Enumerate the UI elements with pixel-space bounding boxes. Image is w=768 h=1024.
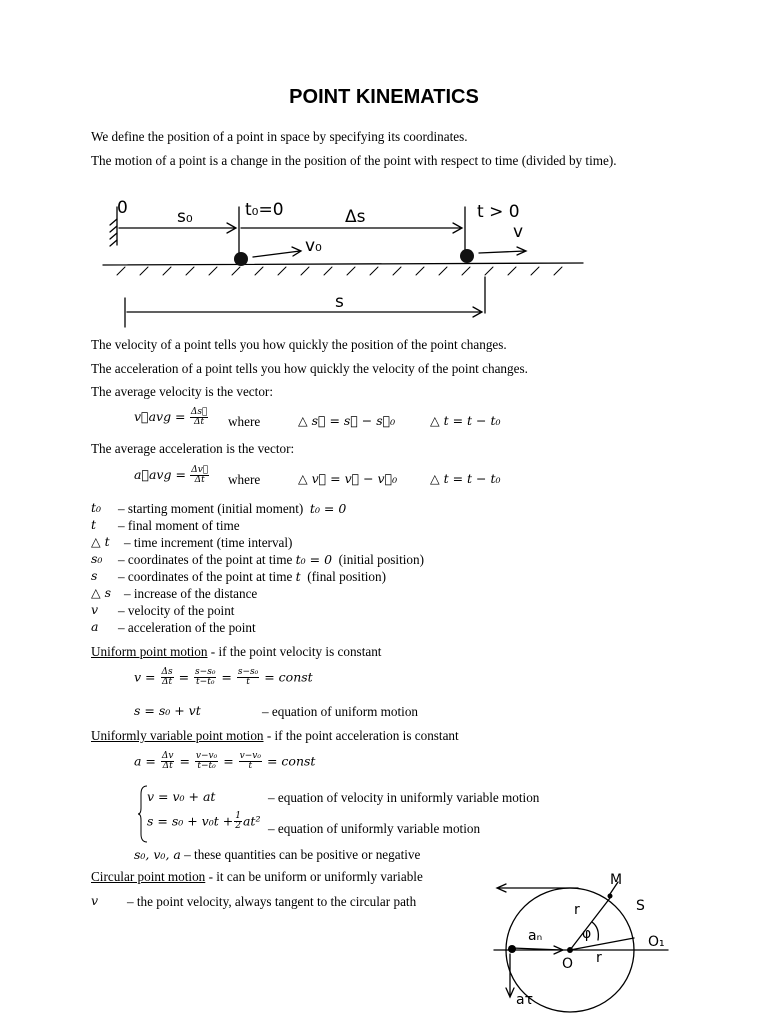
- uniform-motion-heading: Uniform point motion: [91, 644, 208, 659]
- circular-motion-sketch: [488, 864, 678, 1014]
- def-sym: △ t: [91, 534, 110, 549]
- sketch-t0-label: t₀=0: [245, 200, 284, 220]
- sketch-v0-label: v₀: [305, 236, 322, 256]
- uvar-motion-heading: Uniformly variable point motion: [91, 728, 264, 743]
- def-sym: t₀: [91, 500, 102, 515]
- def-sym: △ s: [91, 585, 112, 600]
- sketch-origin-label: 0: [117, 198, 128, 218]
- paragraph-avg-acceleration: The average acceleration is the vector:: [91, 441, 295, 456]
- circle-o-label: O: [562, 956, 574, 972]
- def-text: – acceleration of the point: [118, 620, 256, 635]
- circle-r2-label: r: [596, 950, 602, 966]
- formula-uvar-a: a = $\frac{\Delta v}{\Delta t}$ = $\frac{\text{v−v₀}}{\text{t−t₀}}$ = $\frac{\text{v−v₀}}{t}$ = const: [134, 751, 316, 772]
- uniform-motion-heading-line: Uniform point motion - if the point velocity is constant: [91, 644, 382, 659]
- circular-v-description: – the point velocity, always tangent to the circular path: [127, 894, 417, 909]
- formula-dv-def: △ v⃗ = v⃗ − v⃗₀: [298, 471, 398, 486]
- def-text: – time increment (time interval): [124, 535, 293, 550]
- uvar-motion-heading-line: Uniformly variable point motion - if the point acceleration is constant: [91, 728, 459, 743]
- circle-s-label: S: [636, 898, 645, 914]
- page-title: POINT KINEMATICS: [289, 86, 479, 108]
- circle-an-label: aₙ: [528, 928, 543, 944]
- formula-uniform-v: v = $\frac{\Delta s}{\Delta t}$ = $\frac{\text{s−s₀}}{\text{t−t₀}}$ = $\frac{\text{s−s₀}}{t}$ = const: [134, 667, 313, 688]
- uvar-eq1-description: – equation of velocity in uniformly variable motion: [268, 790, 540, 805]
- def-text: – final moment of time: [118, 518, 240, 533]
- circle-m-label: M: [610, 872, 623, 888]
- paragraph-acceleration: The acceleration of a point tells you how quickly the velocity of the point changes.: [91, 361, 528, 376]
- def-sym: s₀: [91, 551, 103, 566]
- def-text: – velocity of the point: [118, 603, 235, 618]
- sketch-s0-label: s₀: [177, 207, 193, 227]
- sketch-ds-label: Δs: [345, 207, 366, 227]
- circular-v-symbol: v: [91, 893, 99, 908]
- formula-aavg: a⃗avg = $\frac{\Delta v⃗}{\Delta t}$: [134, 465, 209, 486]
- sketch-tgt-label: t > 0: [477, 202, 520, 222]
- where-label-2: where: [228, 472, 261, 487]
- def-sym: s: [91, 568, 98, 583]
- def-text: – starting moment (initial moment) t₀ = 0: [118, 501, 347, 516]
- circle-at-label: aτ: [516, 992, 534, 1008]
- where-label-1: where: [228, 414, 261, 429]
- paragraph-avg-velocity: The average velocity is the vector:: [91, 384, 273, 399]
- circle-r1-label: r: [574, 902, 580, 918]
- def-sym: a: [91, 619, 99, 634]
- paragraph-position: We define the position of a point in space by specifying its coordinates.: [91, 129, 468, 144]
- linear-motion-sketch: [95, 195, 590, 335]
- def-sym: v: [91, 602, 99, 617]
- def-sym: t: [91, 517, 97, 532]
- circular-motion-heading: Circular point motion: [91, 869, 206, 884]
- uniform-eq-description: – equation of uniform motion: [262, 704, 419, 719]
- paragraph-velocity: The velocity of a point tells you how quickly the position of the point changes.: [91, 337, 507, 352]
- sketch-s-label: s: [335, 292, 344, 312]
- sketch-v-label: v: [513, 222, 524, 242]
- circle-phi-label: φ: [582, 926, 592, 942]
- uvar-eq2-description: – equation of uniformly variable motion: [268, 821, 481, 836]
- formula-vavg: v⃗avg = $\frac{\Delta s⃗}{\Delta t}$: [134, 407, 208, 428]
- circular-motion-heading-line: Circular point motion - it can be uniform or uniformly variable: [91, 869, 423, 884]
- formula-dt-def-2: △ t = t − t₀: [430, 471, 501, 486]
- formula-ds-def: △ s⃗ = s⃗ − s⃗₀: [298, 413, 396, 428]
- uvar-note: s₀, v₀, a – these quantities can be positive or negative: [134, 847, 421, 862]
- formula-uvar-eq2: s = s₀ + v₀t + $\frac{1}{2}$ at²: [147, 811, 261, 832]
- formula-uvar-eq1: v = v₀ + at: [147, 789, 216, 804]
- def-text: – coordinates of the point at time t₀ = 0 (initial position): [118, 552, 424, 567]
- formula-uniform-eq: s = s₀ + vt: [134, 703, 201, 718]
- def-text: – coordinates of the point at time t (final position): [118, 569, 386, 584]
- circle-o1-label: O₁: [648, 934, 665, 950]
- paragraph-motion: The motion of a point is a change in the position of the point with respect to time (divided by time).: [91, 153, 617, 168]
- formula-dt-def: △ t = t − t₀: [430, 413, 501, 428]
- def-text: – increase of the distance: [124, 586, 258, 601]
